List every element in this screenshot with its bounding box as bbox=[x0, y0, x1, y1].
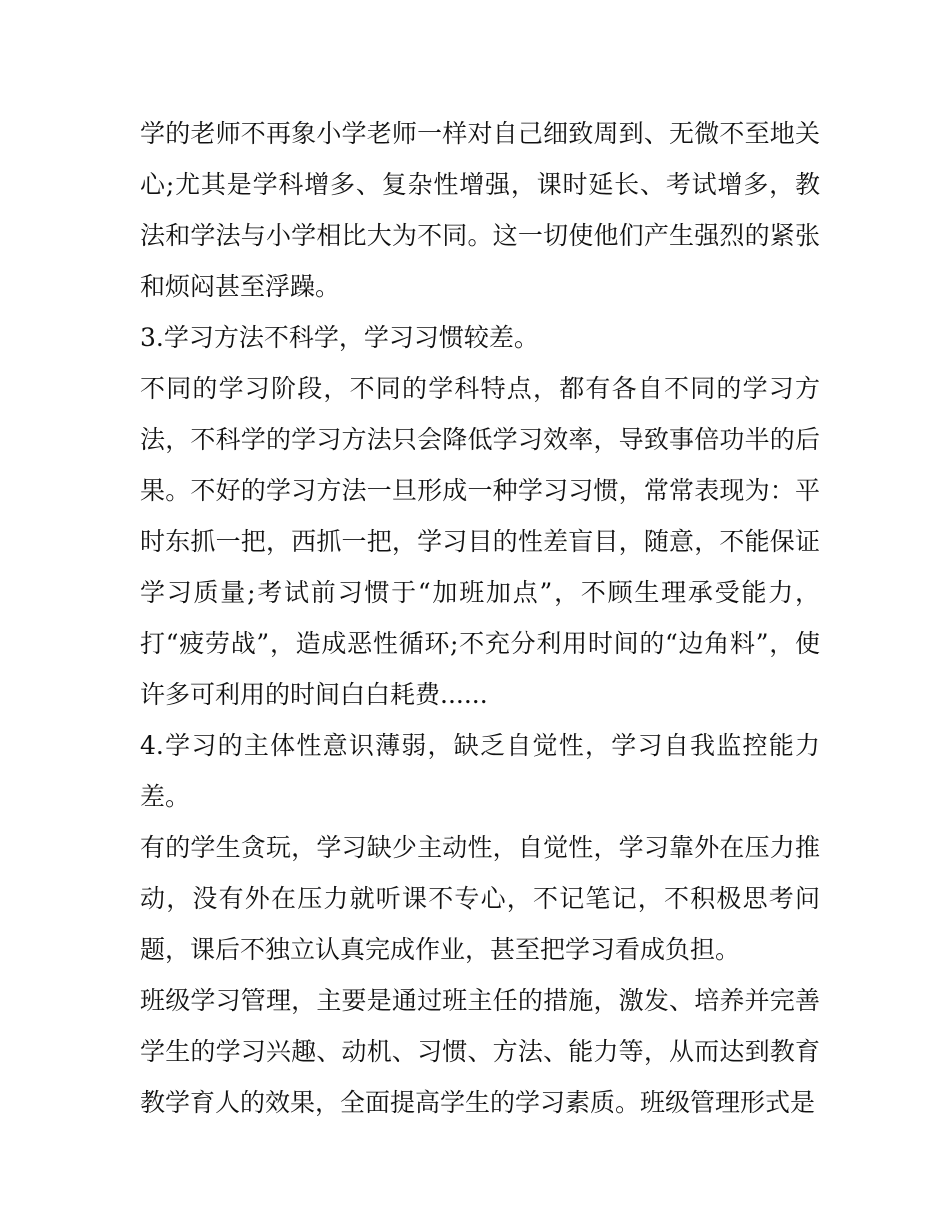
heading-3-learning-methods: 3.学习方法不科学，学习习惯较差。 bbox=[140, 323, 539, 352]
document-page bbox=[140, 108, 820, 1128]
paragraph-self-awareness: 有的学生贪玩，学习缺少主动性，自觉性，学习靠外在压力推动，没有外在压力就听课不专心，不记笔记，不积极思考问题，课后不独立认真完成作业，甚至把学习看成负担。 bbox=[140, 833, 820, 964]
paragraph-class-management: 班级学习管理，主要是通过班主任的措施，激发、培养并完善学生的学习兴趣、动机、习惯、方法、能力等，从而达到教育教学育人的效果，全面提高学生的学习素质。班级管理形式是 bbox=[140, 986, 820, 1117]
heading-4-self-awareness: 4.学习的主体性意识薄弱，缺乏自觉性，学习自我监控能力差。 bbox=[140, 731, 820, 811]
paragraph-learning-methods: 不同的学习阶段，不同的学科特点，都有各自不同的学习方法，不科学的学习方法只会降低学习效率，导致事倍功半的后果。不好的学习方法一旦形成一种学习习惯，常常表现为：平时东抓一把，西抓一把，学习目的性差盲目，随意，不能保证学习质量;考试前习惯于“加班加点”，不顾生理承受能力，打“疲劳战”，造成恶性循环;不充分利用时间的“边角料”，使许多可利用的时间白白耗费...... bbox=[140, 374, 820, 709]
paragraph-continuation: 学的老师不再象小学老师一样对自己细致周到、无微不至地关心;尤其是学科增多、复杂性增强，课时延长、考试增多，教法和学法与小学相比大为不同。这一切使他们产生强烈的紧张和烦闷甚至浮躁。 bbox=[140, 119, 820, 301]
